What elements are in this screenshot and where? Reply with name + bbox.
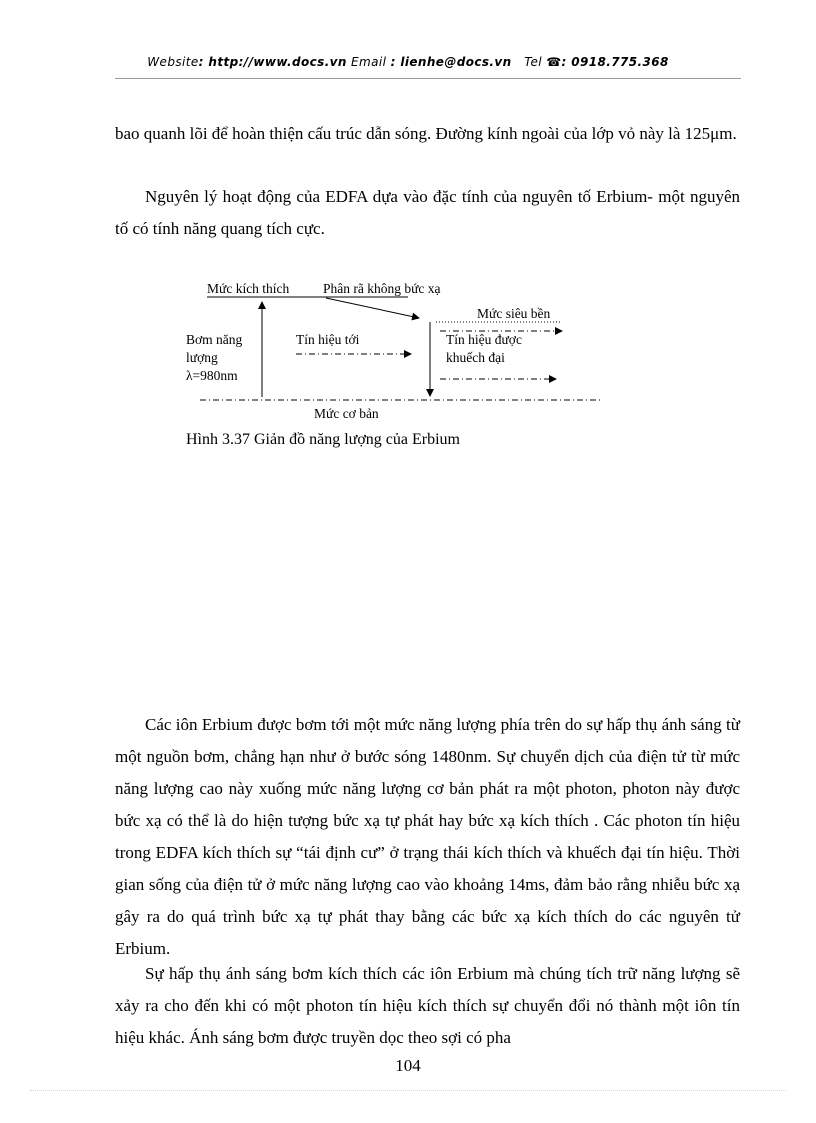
- decay-arrow: [326, 298, 419, 318]
- paragraph-cladding: bao quanh lõi để hoàn thiện cấu trúc dẫn sóng. Đường kính ngoài của lớp vỏ này là 125μm.: [115, 124, 737, 143]
- website-label: Website: [147, 55, 199, 69]
- page-number: 104: [395, 1056, 421, 1075]
- pump-label-line3: λ=980nm: [186, 368, 238, 383]
- decay-label: Phân rã không bức xạ: [323, 281, 441, 296]
- page-header: [0, 55, 816, 69]
- amplified-label-line2: khuếch đại: [446, 350, 505, 365]
- email-label: Email: [346, 55, 391, 69]
- metastable-level-label: Mức siêu bền: [477, 306, 551, 321]
- input-signal-label: Tín hiệu tới: [296, 332, 360, 347]
- figure-caption: Hình 3.37 Giản đồ năng lượng của Erbium: [186, 431, 460, 448]
- ground-level-label: Mức cơ bản: [314, 406, 379, 421]
- amplified-label-line1: Tín hiệu được: [446, 332, 522, 347]
- paragraph-erbium-pumping: Các iôn Erbium được bơm tới một mức năng lượng phía trên do sự hấp thụ ánh sáng từ một nguồn bơm, chẳng hạn như ở bước sóng 1480nm. Sự chuyển dịch của điện tử từ mức năng lượng cao này xuống mức năng lượng cơ bản phát ra một photon, photon này được bức xạ có thể là do hiện tượng bức xạ tự phát hay bức xạ kích thích . Các photon tín hiệu trong EDFA kích thích sự “tái định cư” ở trạng thái kích thích và khuếch đại tín hiệu. Thời gian sống của điện tử ở mức năng lượng cao vào khoảng 14ms, đảm bảo rằng nhiễu bức xạ gây ra do quá trình bức xạ tự phát thay bằng các bức xạ kích thích do các nguyên tử Erbium.: [115, 715, 740, 958]
- website-url: : http://www.docs.vn: [198, 55, 347, 69]
- tel-label: Tel: [524, 55, 542, 69]
- email-address: : lienhe@docs.vn: [390, 55, 512, 69]
- footer-divider: [30, 1090, 786, 1091]
- paragraph-pump-absorption: Sự hấp thụ ánh sáng bơm kích thích các iôn Erbium mà chúng tích trữ năng lượng sẽ xảy ra cho đến khi có một photon tín hiệu kích thích sự chuyển đổi nó thành một iôn tín hiệu khác. Ánh sáng bơm được truyền dọc theo sợi có pha: [115, 964, 740, 1047]
- pump-label-line2: lượng: [186, 350, 218, 365]
- excited-level-label: Mức kích thích: [207, 281, 290, 296]
- phone-number: ☎: 0918.775.368: [546, 55, 669, 69]
- header-divider: [115, 78, 741, 79]
- paragraph-edfa-principle: Nguyên lý hoạt động của EDFA dựa vào đặc tính của nguyên tố Erbium- một nguyên tố có tính năng quang tích cực.: [115, 187, 740, 238]
- pump-label-line1: Bơm năng: [186, 332, 243, 347]
